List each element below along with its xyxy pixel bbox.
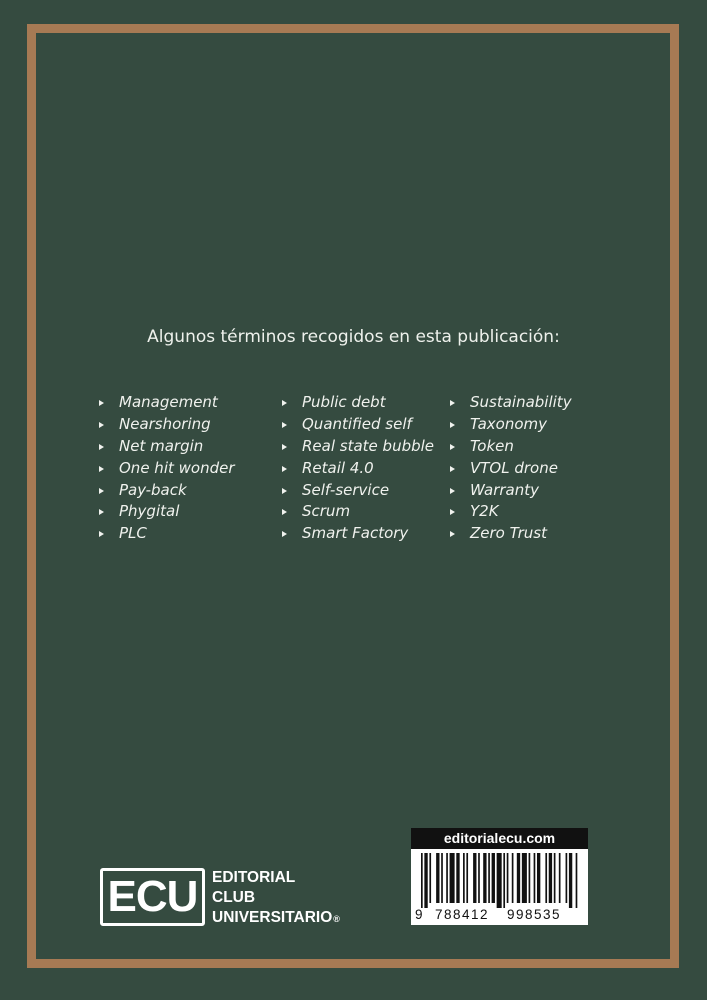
isbn-first-digit: 9 xyxy=(415,907,423,922)
terms-column-2 xyxy=(282,392,434,545)
barcode-bar xyxy=(507,853,509,903)
term-item xyxy=(99,414,235,436)
term-item xyxy=(450,523,572,545)
bullet-icon xyxy=(282,400,287,406)
barcode-bar xyxy=(559,853,561,903)
term-label: Pay-back xyxy=(119,480,187,499)
bullet-icon xyxy=(99,466,104,472)
barcode-bar xyxy=(569,853,572,908)
barcode-bar xyxy=(450,853,455,903)
bullet-icon xyxy=(99,531,104,537)
barcode-bar xyxy=(512,853,514,903)
bullet-icon xyxy=(450,488,455,494)
barcode-bar xyxy=(576,853,578,908)
term-label: Warranty xyxy=(470,480,539,499)
barcode-bar xyxy=(429,853,431,903)
barcode-bar xyxy=(522,853,527,903)
barcode-bar xyxy=(424,853,427,908)
term-item xyxy=(99,480,235,502)
bullet-icon xyxy=(282,509,287,515)
term-item xyxy=(450,480,572,502)
term-label: Self-service xyxy=(302,480,390,499)
publisher-name-line1: EDITORIAL xyxy=(212,869,296,886)
term-label: One hit wonder xyxy=(119,458,235,477)
publisher-logo xyxy=(100,868,350,928)
term-item xyxy=(282,436,434,458)
term-label: Real state bubble xyxy=(302,436,435,455)
barcode-bar xyxy=(497,853,502,908)
registered-mark: ® xyxy=(333,914,340,924)
isbn-digits xyxy=(411,907,588,923)
term-label: Sustainability xyxy=(470,393,572,411)
bullet-icon xyxy=(282,444,287,450)
terms-column-1 xyxy=(99,392,235,545)
barcode-bar xyxy=(492,853,495,903)
bullet-icon xyxy=(99,422,104,428)
barcode-bar xyxy=(441,853,443,903)
term-label: Phygital xyxy=(119,502,180,521)
barcode-bar xyxy=(549,853,552,903)
term-label: Net margin xyxy=(119,436,204,455)
bullet-icon xyxy=(450,466,455,472)
bullet-icon xyxy=(282,466,287,472)
bullet-icon xyxy=(282,422,287,428)
term-item xyxy=(99,458,235,480)
barcode-bar xyxy=(483,853,486,903)
barcode-bar xyxy=(436,853,439,903)
term-item xyxy=(282,501,434,523)
barcode-bar xyxy=(473,853,476,903)
term-item xyxy=(450,414,572,436)
isbn-left-digits: 788412 xyxy=(435,907,490,922)
barcode-bar xyxy=(517,853,520,903)
barcode-bar xyxy=(545,853,547,903)
terms-column-3 xyxy=(450,392,572,545)
website-url: editorialecu.com xyxy=(411,828,588,849)
barcode-bar xyxy=(478,853,480,903)
barcode-bar xyxy=(463,853,465,903)
barcode-bar xyxy=(537,853,540,903)
barcode-bar xyxy=(534,853,536,903)
term-label: Public debt xyxy=(302,393,386,411)
bullet-icon xyxy=(450,400,455,406)
barcode-bar xyxy=(446,853,448,903)
term-label: Y2K xyxy=(470,502,499,521)
bullet-icon xyxy=(99,488,104,494)
bullet-icon xyxy=(99,509,104,515)
bullet-icon xyxy=(282,531,287,537)
term-item xyxy=(282,458,434,480)
barcode-bar xyxy=(421,853,423,908)
barcode-bar xyxy=(503,853,505,908)
term-item xyxy=(99,436,235,458)
term-label: Scrum xyxy=(302,502,351,521)
barcode-bar xyxy=(566,853,568,903)
barcode-bar xyxy=(456,853,459,903)
term-item xyxy=(282,523,434,545)
term-label: VTOL drone xyxy=(470,458,558,477)
barcode-bar xyxy=(554,853,556,903)
term-item xyxy=(450,436,572,458)
term-label: Management xyxy=(119,393,218,411)
barcode-bar xyxy=(466,853,468,903)
bullet-icon xyxy=(450,422,455,428)
isbn-right-digits: 998535 xyxy=(507,907,562,922)
term-item xyxy=(450,392,572,414)
publisher-name xyxy=(212,868,340,929)
bullet-icon xyxy=(450,444,455,450)
barcode-icon xyxy=(421,853,579,908)
term-label: Zero Trust xyxy=(470,524,547,543)
term-item xyxy=(450,458,572,480)
barcode-bar xyxy=(488,853,490,903)
term-label: PLC xyxy=(119,524,147,543)
term-label: Smart Factory xyxy=(302,524,409,543)
term-item xyxy=(282,414,434,436)
term-label: Retail 4.0 xyxy=(302,458,374,477)
term-item xyxy=(282,480,434,502)
term-item xyxy=(99,501,235,523)
bullet-icon xyxy=(99,444,104,450)
barcode-bar xyxy=(529,853,531,903)
bullet-icon xyxy=(450,509,455,515)
term-label: Quantified self xyxy=(302,414,412,433)
publisher-name-line3: UNIVERSITARIO xyxy=(212,909,333,926)
bullet-icon xyxy=(99,400,104,406)
ecu-logo-mark: ECU xyxy=(100,868,205,926)
publisher-name-line2: CLUB xyxy=(212,889,256,906)
term-label: Token xyxy=(470,436,514,455)
term-item xyxy=(99,392,235,414)
isbn-barcode-box xyxy=(411,828,588,925)
term-label: Taxonomy xyxy=(470,414,548,433)
term-item xyxy=(99,523,235,545)
term-label: Nearshoring xyxy=(119,414,211,433)
bullet-icon xyxy=(282,488,287,494)
bullet-icon xyxy=(450,531,455,537)
intro-text: Algunos términos recogidos en esta publicación: xyxy=(147,327,560,347)
term-item xyxy=(282,392,434,414)
term-item xyxy=(450,501,572,523)
